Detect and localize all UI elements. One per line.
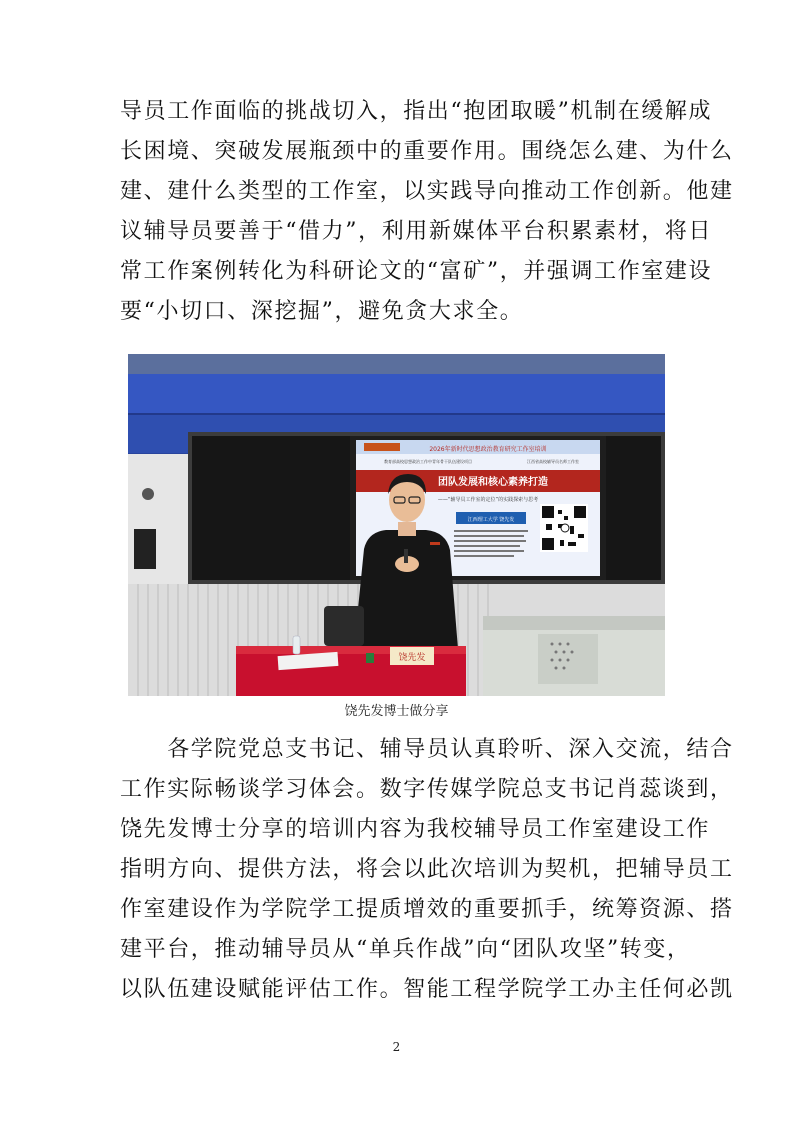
slide-subtitle-text: ——“辅导员工作室的定位”的实践探索与思考 [437, 497, 539, 503]
text-line: 长困境、突破发展瓶颈中的重要作用。围绕怎么建、为什么 [120, 139, 734, 164]
event-photo [128, 354, 665, 696]
slide-subheader-right-text: 江西省高校辅导员名师工作室 [527, 459, 579, 464]
nameplate-text: 饶先发 [398, 653, 426, 663]
photo-caption: 饶先发博士做分享 [344, 704, 449, 719]
text-line: 要“小切口、深挖掘”，避免贪大求全。 [120, 299, 524, 324]
text-line: 饶先发博士分享的培训内容为我校辅导员工作室建设工作 [120, 817, 711, 842]
text-line: 各学院党总支书记、辅导员认真聆听、深入交流，结合 [120, 737, 734, 762]
text-line: 导员工作面临的挑战切入，指出“抱团取暖”机制在缓解成 [120, 99, 713, 124]
paragraph-1 [120, 92, 734, 332]
text-line: 作室建设作为学院学工提质增效的重要抓手，统筹资源、搭 [120, 897, 734, 922]
text-line: 建、建什么类型的工作室，以实践导向推动工作创新。他建 [120, 179, 734, 204]
slide-subheader-left-text: 教育部高校思想政治工作中青年骨干队伍建设项目 [384, 459, 472, 464]
slide-speaker-text: 江西理工大学 饶先发 [467, 517, 515, 523]
text-line: 指明方向、提供方法，将会以此次培训为契机，把辅导员工 [120, 857, 734, 882]
slide-header-text: 2026年新时代思想政治教育研究工作室培训 [429, 446, 547, 453]
text-line: 常工作案例转化为科研论文的“富矿”，并强调工作室建设 [120, 259, 713, 284]
text-line: 建平台，推动辅导员从“单兵作战”向“团队攻坚”转变， [120, 937, 691, 962]
paragraph-2 [120, 730, 734, 1010]
text-line: 以队伍建设赋能评估工作。智能工程学院学工办主任何必凯 [120, 977, 734, 1002]
text-line: 工作实际畅谈学习体会。数字传媒学院总支书记肖蕊谈到， [120, 777, 734, 802]
page-number: 2 [392, 1040, 401, 1054]
text-line: 议辅导员要善于“借力”，利用新媒体平台积累素材，将日 [120, 219, 713, 244]
slide-title-text: 团队发展和核心素养打造 [438, 477, 548, 488]
